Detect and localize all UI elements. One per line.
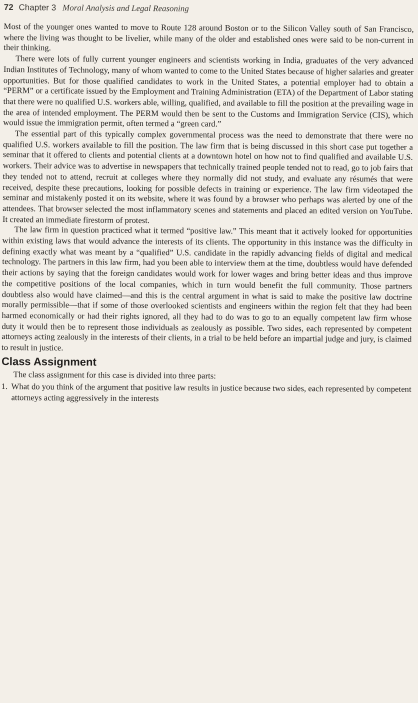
body-text (1, 22, 414, 406)
running-header (4, 2, 414, 15)
paragraph-3: The essential part of this typically complex governmental process was the need to demonstrate that there were no qualified U.S. workers available to fill the position. The law firm that is being discussed in this short case put together a seminar that it offered to clients and potential clients at a downtown hotel on how not to find qualified and available U.S. workers. Their advice was to advertise in newspapers that technically trained people tended not to read, go to job fairs that they tended not to attend, recruit at colleges where they normally did not study, and evaluate any résumés that were received, despite these precautions, looking for possible defects in training or experience. The law firm videotaped the seminar and mistakenly posted it on its website, where it was found by a browser who perhaps was alerted by one of the attendees. That browser selected the most inflammatory scenes and statements and placed an edited version on YouTube. It created an immediate firestorm of protest. (2, 129, 414, 225)
chapter-title: Moral Analysis and Legal Reasoning (62, 2, 189, 14)
page-number: 72 (3, 2, 14, 13)
list-item-number: 1. (1, 382, 8, 392)
paragraph-4: The law firm in question practiced what it termed “positive law.” This meant that it actively looked for opportunities within existing laws that would advance the interests of its clients. The opportunity in this instance was the difficulty in defining exactly what was meant by a “qualified” U.S. candidate in the rapidly advancing fields of digital and medical technology. The partners in this law firm, had you been able to interview them at the time, doubtless would have defended their actions by saying that the foreign candidates would work for lower wages and bring better ideas and thus improve the competitive positions of the local companies, which in turn would benefit the full community. Those partners doubtless also would have claimed—and this is the central argument in what is said to make the positive law doctrine morally permissible—that if some of those overlooked scientists and engineers within the region felt that they had been harmed economically or had their rights ignored, all they had to do was to go to an equally competent law firm whose duty it would then be to represent those individuals as zealously as possible. Two sides, each represented by competent attorneys acting zealously in the interests of their clients, in a trial to be held before an impartial judge and jury, is claimed to result in justice. (1, 225, 413, 353)
paragraph-2: There were lots of fully current younger engineers and scientists working in India, graduates of the very advanced Indian Institutes of Technology, many of whom wanted to come to the United States because of higher salaries and greater opportunities. But for those qualified candidates to work in the United States, a potential employer had to obtain a “PERM” or a certificate issued by the Employment and Training Administration (ETA) of the Department of Labor stating that there were no qualified U.S. workers able, willing, qualified, and available to fill the position at the prevailing wage in the area of intended employment. The PERM would then be sent to the Customs and Immigration Service (CIS), which would issue the immigration permit, often termed a “green card.” (3, 54, 414, 129)
list-item (1, 382, 411, 406)
section-heading: Class Assignment (1, 355, 97, 369)
assignment-intro: The class assignment for this case is divided into three parts: (13, 369, 216, 381)
list-item-text: What do you think of the argument that positive law results in justice because two sides, each represented by competent attorneys acting aggressively in the interests (11, 382, 412, 404)
chapter-label: Chapter 3 (18, 2, 57, 13)
paragraph-1: Most of the younger ones wanted to move to Route 128 around Boston or to the Silicon Valley south of San Francisco, where the living was thought to be livelier, while many of the older and established ones were said to be non-current in their thinking. (3, 22, 414, 53)
